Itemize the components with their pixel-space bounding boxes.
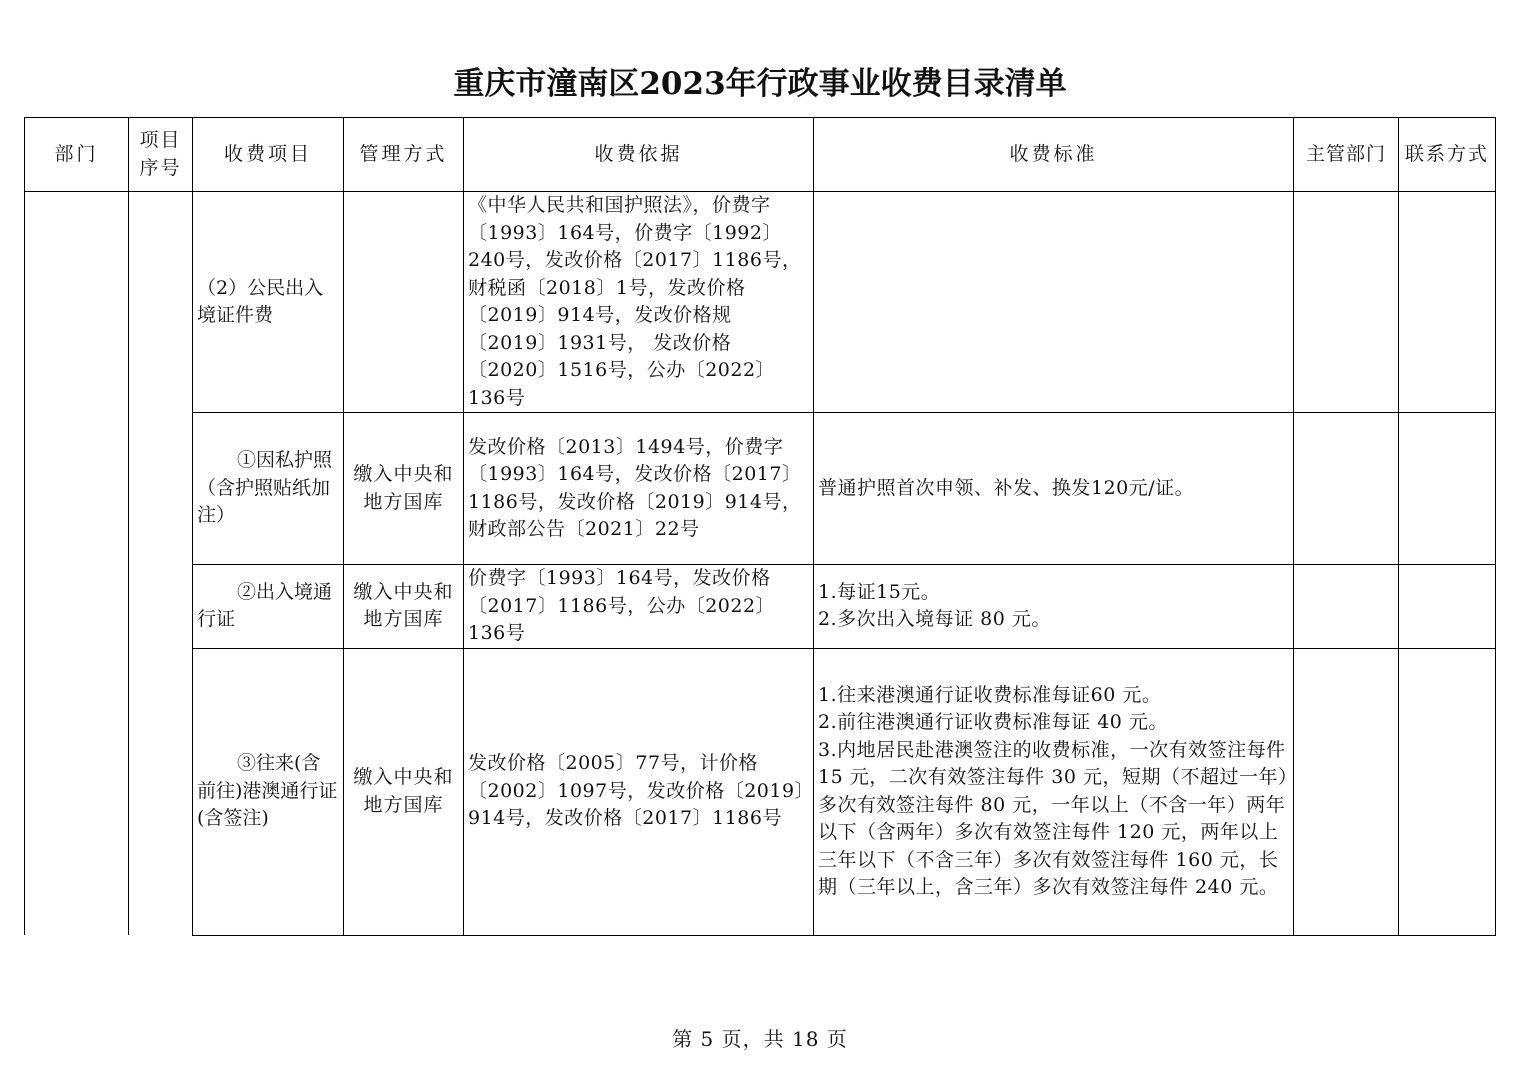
page-footer: 第 5 页，共 18 页 <box>672 1027 848 1051</box>
header-standard: 收费标准 <box>814 118 1294 192</box>
item-cell: ②出入境通行证 <box>193 565 344 649</box>
item-cell: ①因私护照（含护照贴纸加注） <box>193 413 344 565</box>
authority-cell <box>1294 413 1399 565</box>
standard-cell: 普通护照首次申领、补发、换发120元/证。 <box>814 413 1294 565</box>
mgmt-cell: 缴入中央和地方国库 <box>344 648 464 935</box>
basis-cell: 发改价格〔2013〕1494号，价费字〔1993〕164号，发改价格〔2017〕1186号，发改价格〔2019〕914号，财政部公告〔2021〕22号 <box>464 413 814 565</box>
item-cell: ③往来(含前往)港澳通行证(含签注) <box>193 648 344 935</box>
header-authority: 主管部门 <box>1294 118 1399 192</box>
authority-cell <box>1294 648 1399 935</box>
contact-cell <box>1399 648 1496 935</box>
mgmt-cell: 缴入中央和地方国库 <box>344 565 464 649</box>
table-header-row <box>25 118 1496 192</box>
basis-cell: 价费字〔1993〕164号，发改价格〔2017〕1186号，公办〔2022〕136号 <box>464 565 814 649</box>
standard-cell: 1.每证15元。 2.多次出入境每证 80 元。 <box>814 565 1294 649</box>
header-contact: 联系方式 <box>1399 118 1496 192</box>
table-row <box>25 648 1496 935</box>
basis-cell: 发改价格〔2005〕77号，计价格〔2002〕1097号，发改价格〔2019〕914号，发改价格〔2017〕1186号 <box>464 648 814 935</box>
table-row <box>25 192 1496 413</box>
standard-cell <box>814 192 1294 413</box>
seq-cell <box>129 192 193 936</box>
fee-catalog-table <box>24 117 1496 936</box>
item-cell: （2）公民出入境证件费 <box>193 192 344 413</box>
contact-cell <box>1399 565 1496 649</box>
contact-cell <box>1399 413 1496 565</box>
table-row <box>25 413 1496 565</box>
header-basis: 收费依据 <box>464 118 814 192</box>
header-dept: 部门 <box>25 118 129 192</box>
table-row <box>25 565 1496 649</box>
standard-cell: 1.往来港澳通行证收费标准每证60 元。 2.前往港澳通行证收费标准每证 40 元。 3.内地居民赴港澳签注的收费标准，一次有效签注每件 15 元，二次有效签注每件 30 元，短期（不超过一年）多次有效签注每件 80 元，一年以上（不含一年）两年以下（含两年）多次有效签注每件 120 元，两年以上三年以下（不含三年）多次有效签注每件 160 元，长期（三年以上，含三年）多次有效签注每件 240 元。 <box>814 648 1294 935</box>
header-seq: 项目 序号 <box>129 118 193 192</box>
authority-cell <box>1294 192 1399 413</box>
basis-cell: 《中华人民共和国护照法》，价费字〔1993〕164号，价费字〔1992〕240号，发改价格〔2017〕1186号，财税函〔2018〕1号，发改价格〔2019〕914号，发改价格规〔2019〕1931号， 发改价格〔2020〕1516号，公办〔2022〕136号 <box>464 192 814 413</box>
authority-cell <box>1294 565 1399 649</box>
contact-cell <box>1399 192 1496 413</box>
mgmt-cell: 缴入中央和地方国库 <box>344 413 464 565</box>
header-item: 收费项目 <box>193 118 344 192</box>
mgmt-cell <box>344 192 464 413</box>
dept-cell <box>25 192 129 936</box>
page-title: 重庆市潼南区2023年行政事业收费目录清单 <box>453 66 1067 102</box>
header-mgmt: 管理方式 <box>344 118 464 192</box>
